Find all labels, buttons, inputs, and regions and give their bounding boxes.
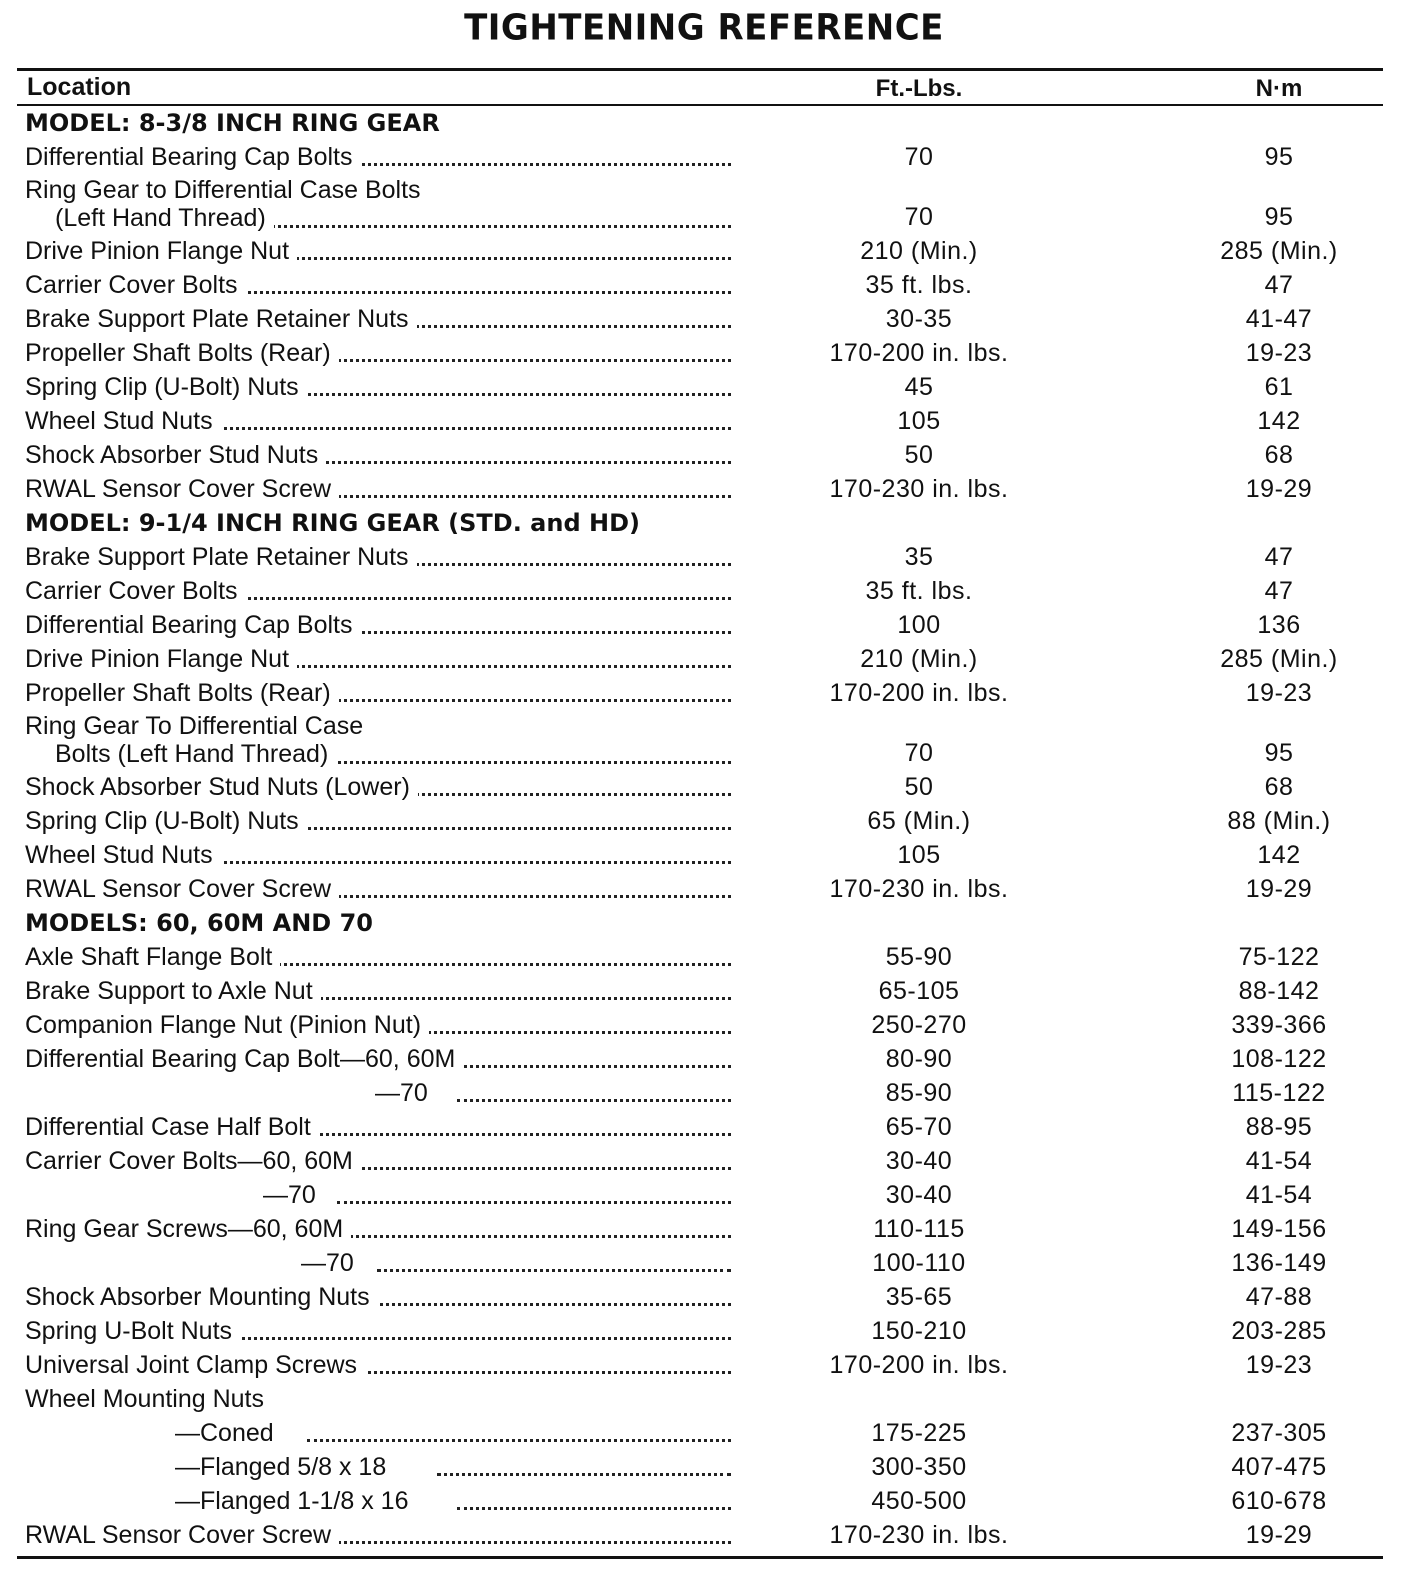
row-nm: 19-23 [1245, 679, 1313, 707]
table-row [17, 268, 1383, 302]
row-label: Spring U-Bolt Nuts [25, 1317, 240, 1345]
table-row [17, 574, 1383, 608]
table-row [17, 642, 1383, 676]
row-nm: 142 [1257, 407, 1301, 435]
row-nm: 19-29 [1245, 475, 1313, 503]
row-ft-lbs: 250-270 [871, 1011, 967, 1039]
row-nm: 237-305 [1231, 1419, 1327, 1447]
row-label: —Coned [25, 1419, 282, 1447]
row-label: Propeller Shaft Bolts (Rear) [25, 339, 339, 367]
table-row [17, 174, 1383, 234]
table-row [17, 1518, 1383, 1552]
row-nm: 61 [1264, 373, 1294, 401]
row-ft-lbs: 170-230 in. lbs. [829, 875, 1009, 903]
row-ft-lbs: 70 [904, 739, 934, 767]
table-row [17, 1348, 1383, 1382]
row-label: Wheel Stud Nuts [25, 841, 221, 869]
row-nm: 41-54 [1245, 1181, 1313, 1209]
table-row [17, 234, 1383, 268]
row-ft-lbs: 105 [897, 841, 941, 869]
row-label: Ring Gear to Differential Case Bolts [25, 176, 421, 204]
row-label: Brake Support Plate Retainer Nuts [25, 543, 417, 571]
table-row [17, 940, 1383, 974]
row-label: Shock Absorber Mounting Nuts [25, 1283, 378, 1311]
row-nm: 407-475 [1231, 1453, 1327, 1481]
row-nm: 19-23 [1245, 339, 1313, 367]
table-row [17, 1008, 1383, 1042]
row-ft-lbs: 450-500 [871, 1487, 967, 1515]
row-ft-lbs: 110-115 [873, 1215, 965, 1243]
row-ft-lbs: 50 [904, 773, 934, 801]
row-label: Drive Pinion Flange Nut [25, 645, 297, 673]
table-row [17, 676, 1383, 710]
row-label: RWAL Sensor Cover Screw [25, 875, 339, 903]
row-ft-lbs: 55-90 [885, 943, 953, 971]
row-label: Brake Support Plate Retainer Nuts [25, 305, 417, 333]
table-row [17, 1212, 1383, 1246]
row-label: RWAL Sensor Cover Screw [25, 1521, 339, 1549]
row-ft-lbs: 100-110 [872, 1249, 966, 1277]
row-label: Shock Absorber Stud Nuts (Lower) [25, 773, 418, 801]
row-nm: 108-122 [1231, 1045, 1327, 1073]
row-label-continued: Bolts (Left Hand Thread) [25, 740, 336, 768]
row-label: —70 [25, 1181, 324, 1209]
table-row [17, 1178, 1383, 1212]
row-ft-lbs: 170-200 in. lbs. [829, 1351, 1009, 1379]
table-row [17, 1484, 1383, 1518]
row-label: Wheel Mounting Nuts [25, 1385, 272, 1413]
section-heading: MODELS: 60, 60M AND 70 [25, 909, 373, 937]
table-row [17, 872, 1383, 906]
table-row [17, 370, 1383, 404]
row-ft-lbs: 30-40 [885, 1147, 953, 1175]
row-nm: 203-285 [1231, 1317, 1327, 1345]
row-label: Companion Flange Nut (Pinion Nut) [25, 1011, 429, 1039]
row-nm: 88 (Min.) [1227, 807, 1331, 835]
row-label: Carrier Cover Bolts—60, 60M [25, 1147, 361, 1175]
row-nm: 88-142 [1238, 977, 1320, 1005]
row-nm: 149-156 [1231, 1215, 1327, 1243]
row-nm: 285 (Min.) [1220, 645, 1338, 673]
row-label: Carrier Cover Bolts [25, 271, 246, 299]
table-row [17, 472, 1383, 506]
row-nm: 115-122 [1232, 1079, 1326, 1107]
row-nm: 47-88 [1245, 1283, 1313, 1311]
row-nm: 41-54 [1245, 1147, 1313, 1175]
row-label: Propeller Shaft Bolts (Rear) [25, 679, 339, 707]
header-nm: N·m [1255, 75, 1303, 102]
row-label: Differential Bearing Cap Bolts [25, 143, 361, 171]
row-ft-lbs: 35 ft. lbs. [865, 271, 973, 299]
row-ft-lbs: 85-90 [885, 1079, 953, 1107]
table-row [17, 438, 1383, 472]
row-ft-lbs: 70 [904, 203, 934, 231]
row-ft-lbs: 65-70 [885, 1113, 953, 1141]
row-label: —70 [25, 1079, 436, 1107]
table-row [17, 804, 1383, 838]
row-nm: 95 [1264, 143, 1294, 171]
table-row [17, 1382, 1383, 1416]
header-location: Location [27, 73, 132, 101]
table-row [17, 1110, 1383, 1144]
row-nm: 95 [1264, 203, 1294, 231]
row-ft-lbs: 170-200 in. lbs. [829, 679, 1009, 707]
row-nm: 142 [1257, 841, 1301, 869]
table-row [17, 1246, 1383, 1280]
row-nm: 19-29 [1245, 875, 1313, 903]
row-label: —70 [25, 1249, 362, 1277]
header-ft-lbs: Ft.-Lbs. [875, 75, 963, 102]
row-label: Carrier Cover Bolts [25, 577, 246, 605]
table-row [17, 1314, 1383, 1348]
row-ft-lbs: 70 [904, 143, 934, 171]
row-label: Spring Clip (U-Bolt) Nuts [25, 373, 307, 401]
section-heading: MODEL: 8-3/8 INCH RING GEAR [25, 109, 440, 137]
row-label: Wheel Stud Nuts [25, 407, 221, 435]
row-nm: 610-678 [1231, 1487, 1327, 1515]
row-ft-lbs: 35 [904, 543, 934, 571]
row-nm: 47 [1264, 577, 1294, 605]
table-row [17, 302, 1383, 336]
table-row [17, 838, 1383, 872]
row-nm: 47 [1264, 543, 1294, 571]
row-label: Differential Bearing Cap Bolt—60, 60M [25, 1045, 463, 1073]
row-label: Differential Bearing Cap Bolts [25, 611, 361, 639]
table-row [17, 1280, 1383, 1314]
row-nm: 136 [1257, 611, 1301, 639]
row-ft-lbs: 65-105 [878, 977, 960, 1005]
row-label: Ring Gear Screws—60, 60M [25, 1215, 351, 1243]
row-nm: 68 [1264, 441, 1294, 469]
row-label: Differential Case Half Bolt [25, 1113, 319, 1141]
row-label: Shock Absorber Stud Nuts [25, 441, 326, 469]
row-label: Drive Pinion Flange Nut [25, 237, 297, 265]
row-nm: 47 [1264, 271, 1294, 299]
table-row [17, 1144, 1383, 1178]
section-heading: MODEL: 9-1/4 INCH RING GEAR (STD. and HD) [25, 509, 640, 537]
row-label: —Flanged 1-1/8 x 16 [25, 1487, 416, 1515]
row-ft-lbs: 35-65 [885, 1283, 953, 1311]
row-nm: 19-29 [1245, 1521, 1313, 1549]
table-row [17, 770, 1383, 804]
row-label: RWAL Sensor Cover Screw [25, 475, 339, 503]
table-row [17, 1076, 1383, 1110]
row-nm: 285 (Min.) [1220, 237, 1338, 265]
row-label: Axle Shaft Flange Bolt [25, 943, 280, 971]
torque-table [17, 68, 1383, 1559]
row-nm: 95 [1264, 739, 1294, 767]
table-row [17, 1042, 1383, 1076]
row-nm: 41-47 [1245, 305, 1313, 333]
row-nm: 19-23 [1245, 1351, 1313, 1379]
row-ft-lbs: 80-90 [885, 1045, 953, 1073]
table-row [17, 404, 1383, 438]
table-row [17, 710, 1383, 770]
row-ft-lbs: 210 (Min.) [860, 237, 978, 265]
row-label: Spring Clip (U-Bolt) Nuts [25, 807, 307, 835]
page-title: TIGHTENING REFERENCE [464, 7, 944, 49]
table-row [17, 1416, 1383, 1450]
row-nm: 88-95 [1245, 1113, 1313, 1141]
row-label: Ring Gear To Differential Case [25, 712, 364, 740]
table-row [17, 1450, 1383, 1484]
table-row [17, 974, 1383, 1008]
table-row [17, 540, 1383, 574]
table-header [17, 71, 1383, 106]
row-label: Brake Support to Axle Nut [25, 977, 321, 1005]
row-nm: 75-122 [1238, 943, 1320, 971]
row-label-continued: (Left Hand Thread) [25, 204, 274, 232]
row-ft-lbs: 30-35 [885, 305, 953, 333]
row-nm: 339-366 [1231, 1011, 1327, 1039]
row-ft-lbs: 210 (Min.) [860, 645, 978, 673]
row-ft-lbs: 30-40 [885, 1181, 953, 1209]
row-nm: 136-149 [1231, 1249, 1327, 1277]
row-ft-lbs: 65 (Min.) [867, 807, 971, 835]
table-row [17, 336, 1383, 370]
row-ft-lbs: 35 ft. lbs. [865, 577, 973, 605]
row-ft-lbs: 100 [897, 611, 941, 639]
row-ft-lbs: 50 [904, 441, 934, 469]
row-ft-lbs: 105 [897, 407, 941, 435]
table-row [17, 608, 1383, 642]
row-ft-lbs: 300-350 [871, 1453, 967, 1481]
row-ft-lbs: 170-230 in. lbs. [829, 1521, 1009, 1549]
row-ft-lbs: 170-200 in. lbs. [829, 339, 1009, 367]
row-ft-lbs: 150-210 [871, 1317, 967, 1345]
row-label: Universal Joint Clamp Screws [25, 1351, 365, 1379]
row-ft-lbs: 170-230 in. lbs. [829, 475, 1009, 503]
row-ft-lbs: 175-225 [871, 1419, 967, 1447]
table-row [17, 140, 1383, 174]
row-ft-lbs: 45 [904, 373, 934, 401]
row-nm: 68 [1264, 773, 1294, 801]
row-label: —Flanged 5/8 x 18 [25, 1453, 394, 1481]
